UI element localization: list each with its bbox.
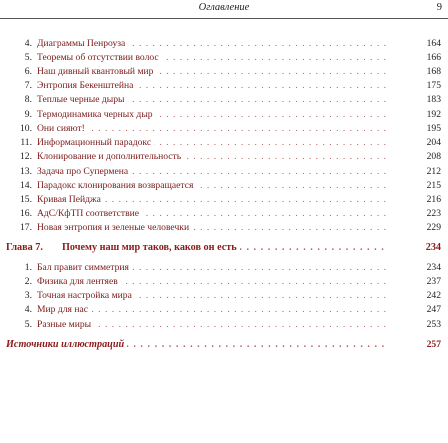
chapter-page: 234 xyxy=(425,242,441,253)
entry-title xyxy=(37,179,388,192)
entry-title xyxy=(37,207,388,220)
entry-title-text: Задача про Супермена xyxy=(37,166,131,177)
sources-title-text: Источники иллюстраций xyxy=(6,339,127,350)
toc-row[interactable] xyxy=(0,303,448,316)
entry-title xyxy=(37,51,388,64)
entry-title-text: АдС/КфТП соответствие xyxy=(37,208,142,219)
entry-page: 237 xyxy=(426,276,441,287)
entry-page: 164 xyxy=(426,38,441,49)
entry-title xyxy=(37,108,388,121)
entry-title-text: Новая энтропия и зеленые человечки xyxy=(37,222,192,233)
entry-page: 192 xyxy=(426,109,441,120)
entry-title xyxy=(37,289,388,302)
entry-number: 4. xyxy=(24,38,32,49)
entry-number: 11. xyxy=(20,137,32,148)
entry-title xyxy=(37,150,388,163)
entry-number: 16. xyxy=(20,208,32,219)
toc-row[interactable] xyxy=(0,207,448,220)
entry-title-text: Диаграммы Пенроуза xyxy=(37,38,128,49)
entry-title xyxy=(37,165,388,178)
entry-title xyxy=(37,318,388,331)
toc-row[interactable] xyxy=(0,193,448,206)
entry-title xyxy=(37,65,388,78)
entry-title-text: Наш дивный квантовый мир xyxy=(37,66,156,77)
entry-page: 223 xyxy=(426,208,441,219)
entry-title-text: Разные миры xyxy=(37,319,94,330)
entry-number: 9. xyxy=(24,109,32,120)
entry-title xyxy=(37,93,388,106)
entry-title xyxy=(37,261,388,274)
entry-number: 1. xyxy=(24,262,32,273)
entry-number: 5. xyxy=(24,52,32,63)
entry-page: 168 xyxy=(426,66,441,77)
toc-row[interactable] xyxy=(0,150,448,163)
entry-title-text: Теоремы об отсутствии волос xyxy=(37,52,162,63)
entry-number: 14. xyxy=(20,180,32,191)
entry-page: 195 xyxy=(426,123,441,134)
chapter-label: Глава 7. xyxy=(6,242,43,253)
page-number: 9 xyxy=(436,2,442,13)
toc-row[interactable] xyxy=(0,51,448,64)
entry-title xyxy=(37,275,388,288)
toc-row[interactable] xyxy=(0,275,448,288)
chapter-title xyxy=(62,241,388,254)
toc-row[interactable] xyxy=(0,261,448,274)
entry-title-text: Бал правит симметрия xyxy=(37,262,132,273)
entry-number: 7. xyxy=(24,80,32,91)
entry-title-text: Мир для нас xyxy=(37,304,91,315)
entry-page: 175 xyxy=(426,80,441,91)
toc-row[interactable] xyxy=(0,165,448,178)
entry-page: 234 xyxy=(426,262,441,273)
toc-row[interactable] xyxy=(0,221,448,234)
entry-number: 4. xyxy=(24,304,32,315)
entry-title xyxy=(37,79,388,92)
toc-row[interactable] xyxy=(0,93,448,106)
entry-number: 8. xyxy=(24,94,32,105)
entry-number: 17. xyxy=(20,222,32,233)
entry-page: 253 xyxy=(426,319,441,330)
toc-row[interactable] xyxy=(0,289,448,302)
toc-row[interactable] xyxy=(0,136,448,149)
entry-page: 242 xyxy=(426,290,441,301)
entry-title-text: Физика для лентяев xyxy=(37,276,121,287)
entry-title-text: Клонирование и дополнительность xyxy=(37,151,184,162)
entry-page: 215 xyxy=(426,180,441,191)
entry-title-text: Энтропия Бекенштейна xyxy=(37,80,136,91)
entry-page: 183 xyxy=(426,94,441,105)
page-header xyxy=(0,0,448,19)
toc-row[interactable] xyxy=(0,37,448,50)
toc-row[interactable] xyxy=(0,108,448,121)
entry-number: 2. xyxy=(24,276,32,287)
entry-number: 13. xyxy=(20,166,32,177)
entry-number: 6. xyxy=(24,66,32,77)
sources-row[interactable] xyxy=(0,338,448,351)
entry-page: 216 xyxy=(426,194,441,205)
entry-page: 208 xyxy=(426,151,441,162)
entry-title-text: Теплые черные дыры xyxy=(37,94,127,105)
entry-title xyxy=(37,37,388,50)
entry-number: 3. xyxy=(24,290,32,301)
toc-row[interactable] xyxy=(0,65,448,78)
entry-title xyxy=(37,221,388,234)
entry-title xyxy=(37,122,388,135)
entry-title-text: Информационный парадокс xyxy=(37,137,154,148)
entry-page: 204 xyxy=(426,137,441,148)
running-title: Оглавление xyxy=(198,2,250,13)
entry-title-text: Термодинамика черных дыр xyxy=(37,109,156,120)
toc-row[interactable] xyxy=(0,179,448,192)
entry-page: 212 xyxy=(426,166,441,177)
entry-title-text: Парадокс клонирования возвращается xyxy=(37,180,196,191)
entry-title-text: Точная настройка мира xyxy=(37,290,135,301)
entry-page: 247 xyxy=(426,304,441,315)
entry-number: 5. xyxy=(24,319,32,330)
toc-row[interactable] xyxy=(0,122,448,135)
sources-title xyxy=(6,338,388,351)
entry-title-text: Они сияют! xyxy=(37,123,88,134)
chapter-row[interactable] xyxy=(0,241,448,254)
entry-title xyxy=(37,303,388,316)
entry-number: 10. xyxy=(20,123,32,134)
entry-title xyxy=(37,136,388,149)
sources-page: 257 xyxy=(426,339,441,350)
entry-page: 166 xyxy=(426,52,441,63)
entry-title xyxy=(37,193,388,206)
entry-number: 12. xyxy=(20,151,32,162)
entry-page: 229 xyxy=(426,222,441,233)
entry-number: 15. xyxy=(20,194,32,205)
chapter-title-text: Почему наш мир таков, каков он есть xyxy=(62,242,240,253)
toc-row[interactable] xyxy=(0,318,448,331)
entry-title-text: Кривая Пейджа xyxy=(37,194,104,205)
toc-row[interactable] xyxy=(0,79,448,92)
